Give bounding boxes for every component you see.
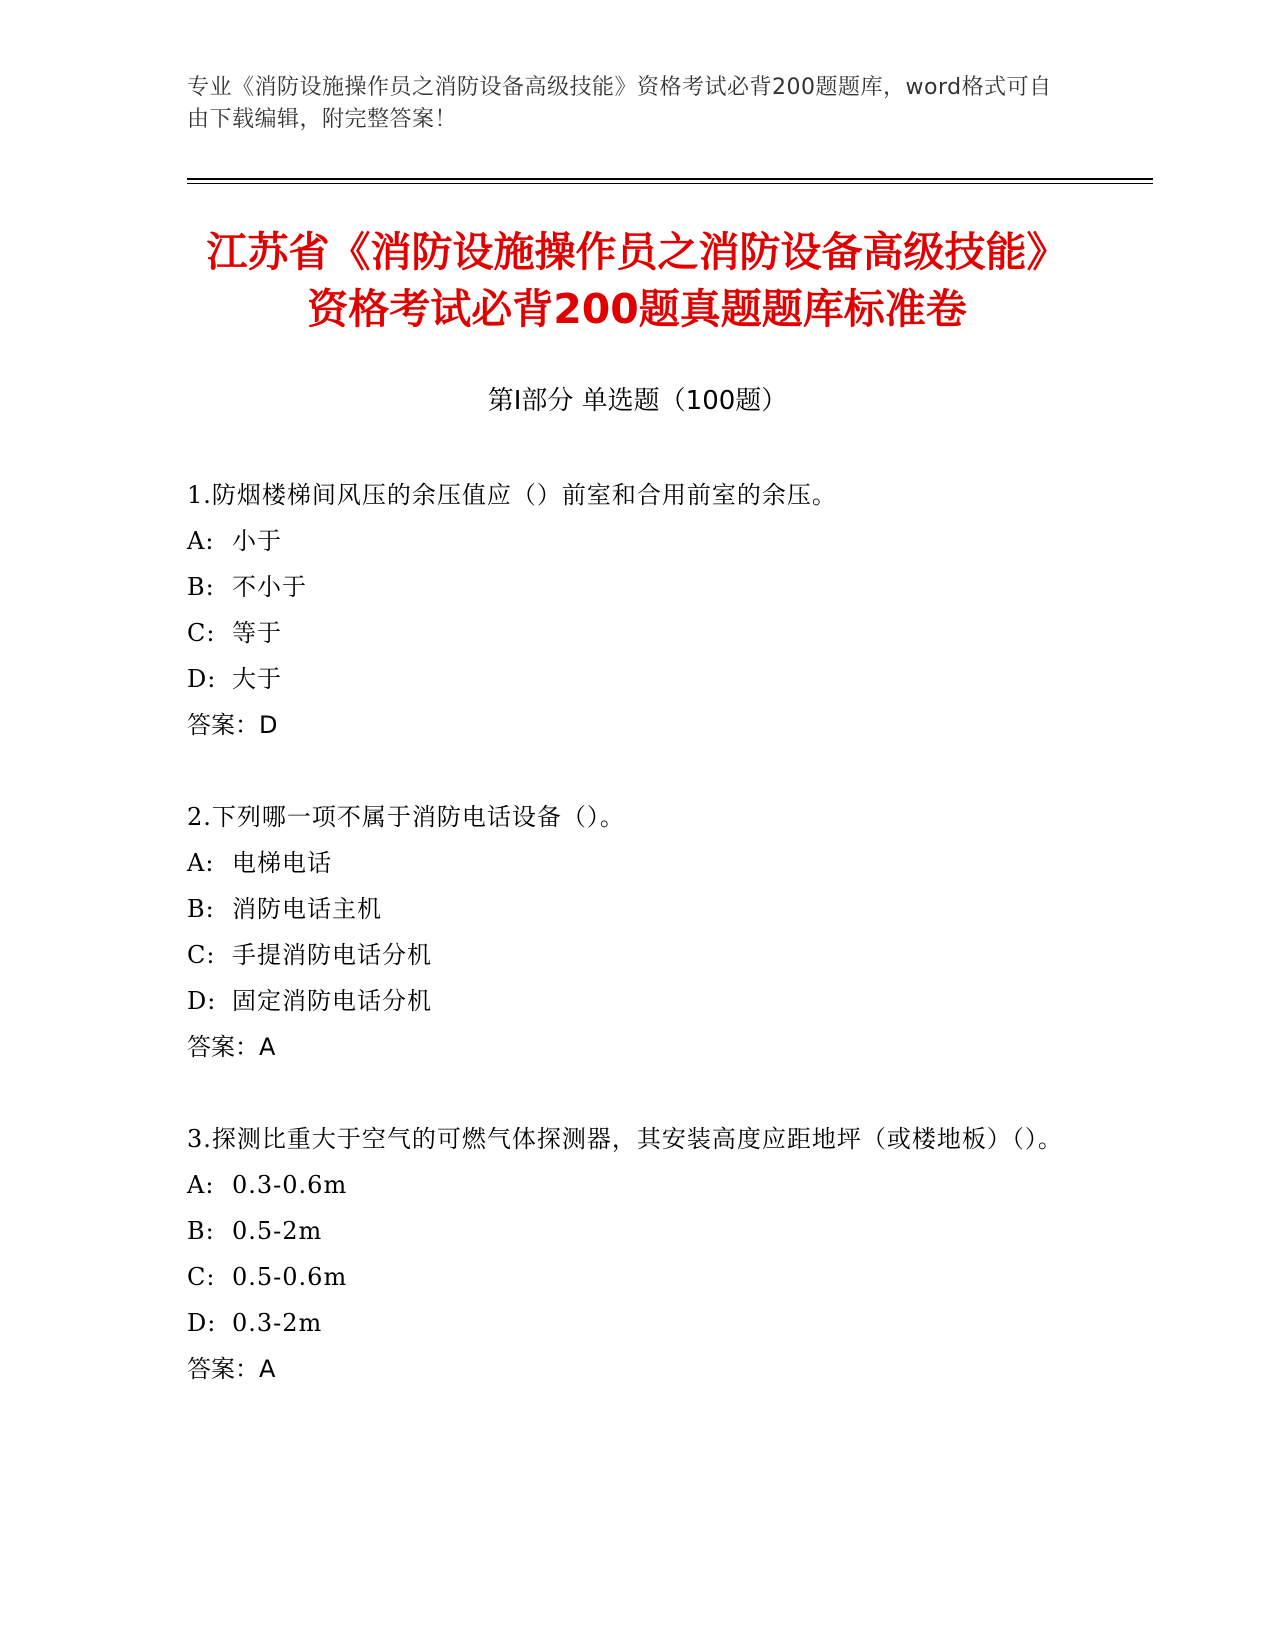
option-b [187,564,1067,610]
option-key: C: [187,1263,216,1291]
option-text: 大于 [232,665,282,693]
section-heading: 第Ⅰ部分 单选题（100题） [487,386,788,416]
header-rule-thick [187,178,1153,180]
option-key: A: [187,527,215,555]
option-b [187,1208,1067,1254]
answer: 答案：A [187,1355,276,1383]
option-key: A: [187,1171,215,1199]
option-c [187,932,1067,978]
option-a [187,518,1067,564]
option-key: C: [187,619,216,647]
question-text: 2.下列哪一项不属于消防电话设备（）。 [187,803,625,831]
option-key: A: [187,849,215,877]
question-1 [187,472,1067,748]
question-3 [187,1116,1067,1392]
option-a [187,1162,1067,1208]
option-text: 小于 [232,527,282,555]
document-title: 江苏省《消防设施操作员之消防设备高级技能》资格考试必背200题真题题库标准卷 [206,228,1068,333]
option-d [187,656,1067,702]
option-b [187,886,1067,932]
option-text: 0.5-0.6m [232,1263,348,1291]
question-list [187,472,1067,1438]
option-text: 不小于 [232,573,307,601]
option-key: B: [187,895,215,923]
option-text: 0.3-0.6m [232,1171,348,1199]
option-key: B: [187,573,215,601]
answer: 答案：A [187,1033,276,1061]
option-c [187,1254,1067,1300]
option-key: D: [187,1309,217,1337]
option-key: D: [187,665,217,693]
option-text: 固定消防电话分机 [232,987,432,1015]
question-text: 3.探测比重大于空气的可燃气体探测器，其安装高度应距地坪（或楼地板）（）。 [187,1125,1063,1153]
option-text: 等于 [232,619,282,647]
answer: 答案：D [187,711,278,739]
question-2 [187,794,1067,1070]
option-text: 0.5-2m [232,1217,323,1245]
question-text: 1.防烟楼梯间风压的余压值应（）前室和合用前室的余压。 [187,481,837,509]
option-key: C: [187,941,216,969]
option-a [187,840,1067,886]
option-d [187,978,1067,1024]
option-text: 消防电话主机 [232,895,382,923]
option-key: D: [187,987,217,1015]
option-text: 电梯电话 [232,849,332,877]
option-c [187,610,1067,656]
option-key: B: [187,1217,215,1245]
header-rule-thin [187,183,1153,184]
option-d [187,1300,1067,1346]
option-text: 手提消防电话分机 [232,941,432,969]
option-text: 0.3-2m [232,1309,323,1337]
header-note: 专业《消防设施操作员之消防设备高级技能》资格考试必背200题题库，word格式可自由下载编辑，附完整答案！ [187,75,1052,132]
